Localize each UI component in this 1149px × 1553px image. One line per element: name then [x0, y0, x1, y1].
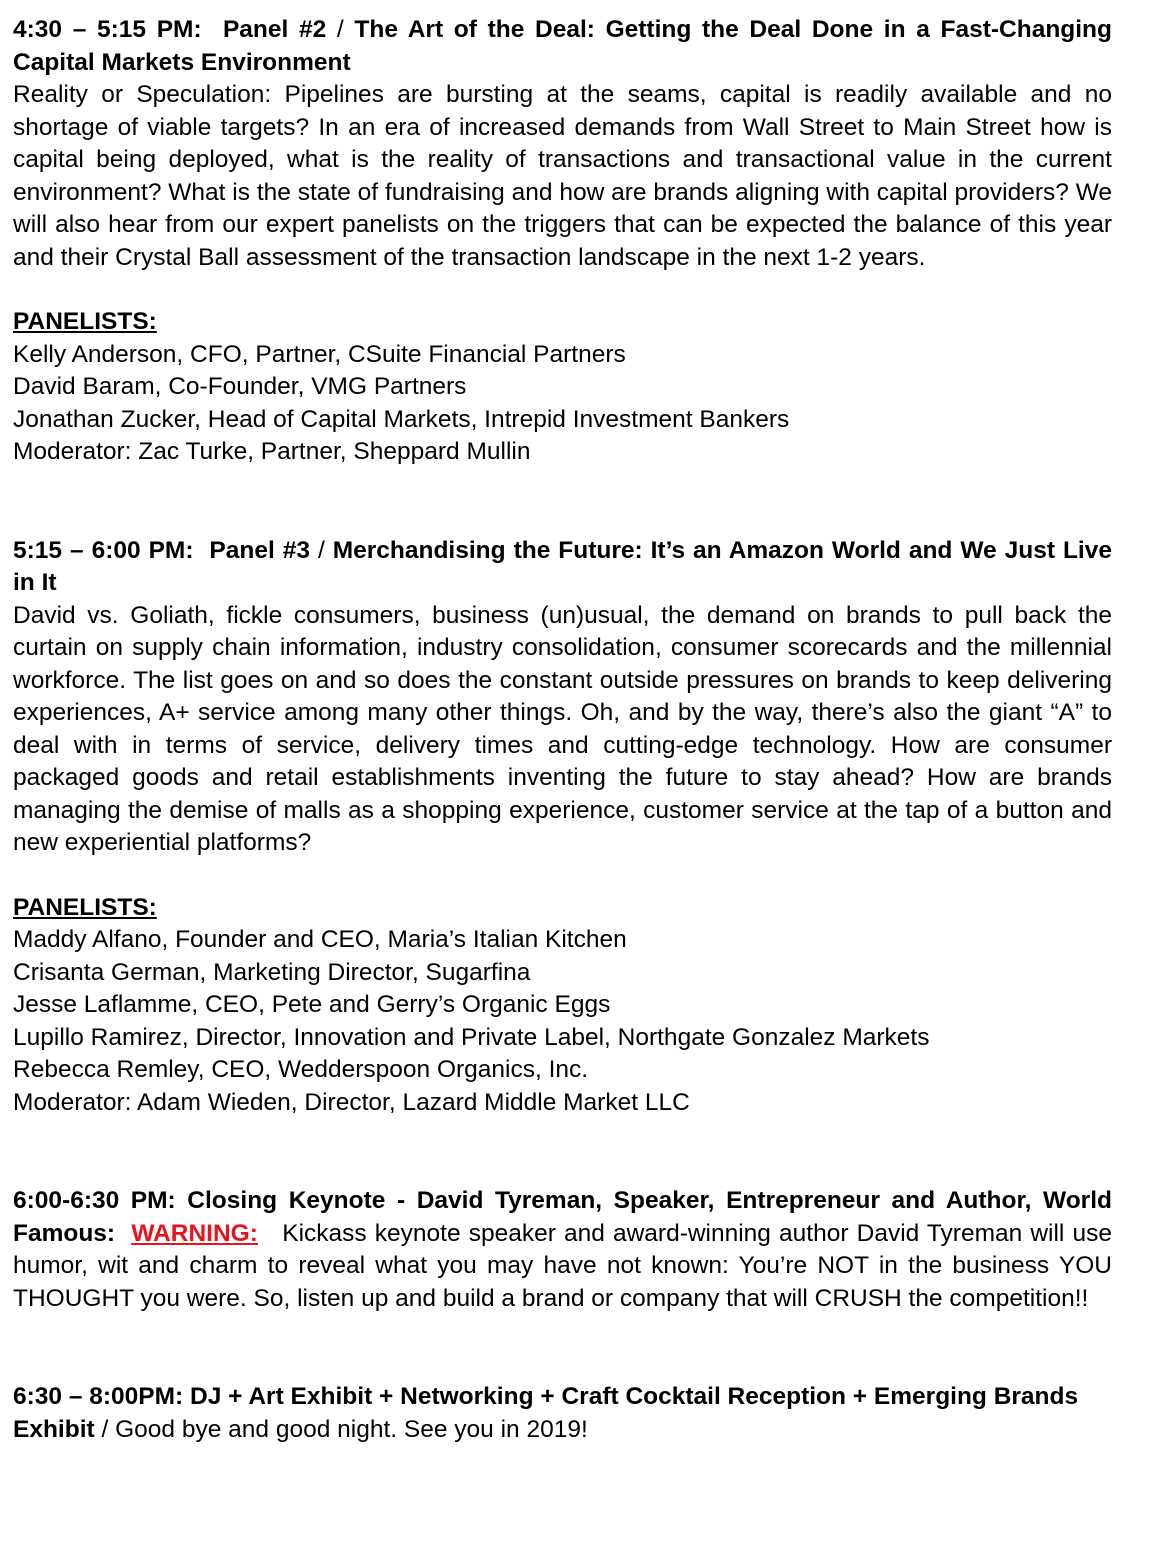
panelist-item: Rebecca Remley, CEO, Wedderspoon Organics, Inc. — [13, 1056, 589, 1083]
panelist-item: Crisanta German, Marketing Director, Sugarfina — [13, 958, 531, 986]
panel-2-panelists-heading: PANELISTS: — [13, 308, 157, 335]
panelist-item: Lupillo Ramirez, Director, Innovation and Private Label, Northgate Gonzalez Markets — [13, 1023, 930, 1051]
panel-3-header — [13, 535, 1112, 600]
keynote-paragraph — [13, 1185, 1112, 1315]
panel-3-description: David vs. Goliath, fickle consumers, business (un)usual, the demand on brands to pull back the curtain on supply chain information, industry consolidation, consumer scorecards and the millennial workforce. The list goes on and so does the constant outside pressures on brands to keep delivering experiences, A+ service among many other things. Oh, and by the way, there’s also the giant “A” to deal with in terms of service, delivery times and cutting-edge technology. How are consumer packaged goods and retail establishments inventing the future to stay ahead? How are brands managing the demise of malls as a shopping experience, customer service at the tap of a button and new experiential platforms? — [13, 601, 1112, 856]
panel-3-title: Merchandising the Future: It’s an Amazon World and We Just Live in It — [13, 536, 1112, 596]
closing-paragraph — [13, 1381, 1112, 1446]
keynote-heading: 6:00-6:30 PM: Closing Keynote - David Tyreman, Speaker, Entrepreneur and Author, World Famous: — [13, 1187, 1112, 1247]
panel-2-title: The Art of the Deal: Getting the Deal Done in a Fast-Changing Capital Markets Environment — [13, 16, 1112, 76]
panelist-item: Maddy Alfano, Founder and CEO, Maria’s Italian Kitchen — [13, 926, 627, 953]
panelist-item: Kelly Anderson, CFO, Partner, CSuite Financial Partners — [13, 340, 626, 368]
closing-text: Good bye and good night. See you in 2019! — [115, 1415, 588, 1443]
moderator-item: Moderator: Zac Turke, Partner, Sheppard Mullin — [13, 438, 531, 465]
panel-2-description: Reality or Speculation: Pipelines are bursting at the seams, capital is readily available and no shortage of viable targets? In an era of increased demands from Wall Street to Main Street how is capital being deployed, what is the reality of transactions and transactional value in the current environment? What is the state of fundraising and how are brands aligning with capital providers? We will also hear from our expert panelists on the triggers that can be expected the balance of this year and their Crystal Ball assessment of the transaction landscape in the next 1-2 years. — [13, 81, 1112, 271]
panel-2-separator: / — [326, 16, 355, 43]
closing-section — [13, 1381, 1112, 1446]
closing-heading: 6:30 – 8:00PM: DJ + Art Exhibit + Networking + Craft Cocktail Reception + Emerging Brands Exhibit — [13, 1383, 1079, 1443]
panel-2-label: Panel #2 — [222, 16, 327, 43]
panelist-item: Jonathan Zucker, Head of Capital Markets, Intrepid Investment Bankers — [13, 405, 790, 433]
panelist-item: Jesse Laflamme, CEO, Pete and Gerry’s Organic Eggs — [13, 991, 611, 1018]
panel-3-time: 5:15 – 6:00 PM: — [13, 536, 194, 564]
closing-separator: / — [94, 1415, 116, 1443]
warning-label: WARNING: — [131, 1219, 258, 1247]
panel-3-panelists-heading: PANELISTS: — [13, 893, 157, 921]
panelist-item: David Baram, Co-Founder, VMG Partners — [13, 373, 467, 400]
moderator-item: Moderator: Adam Wieden, Director, Lazard Middle Market LLC — [13, 1088, 690, 1116]
panel-3-section — [13, 535, 1112, 1120]
panel-2-section — [13, 14, 1112, 469]
panel-3-label: Panel #3 — [209, 536, 310, 564]
panel-3-separator: / — [309, 536, 333, 564]
keynote-text: Kickass keynote speaker and award-winning author David Tyreman will use humor, wit and charm to reveal what you may have not known: You’re NOT in the business YOU THOUGHT you were. So, listen up and build a brand or company that will CRUSH the competition!! — [13, 1219, 1112, 1312]
panel-2-time: 4:30 – 5:15 PM: — [13, 16, 202, 43]
keynote-section — [13, 1185, 1112, 1315]
panel-2-header — [13, 14, 1112, 79]
